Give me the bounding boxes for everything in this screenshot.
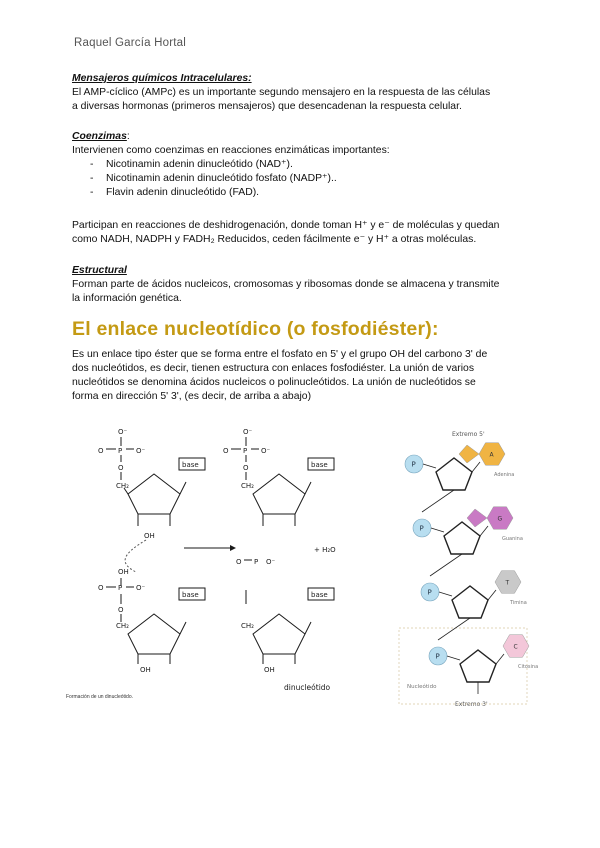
reaction-arrowhead — [230, 545, 236, 551]
sugar-base-bond — [480, 526, 488, 536]
o-label: O — [118, 606, 124, 614]
coenzima-item: - Nicotinamin adenin dinucleótido (NAD⁺). — [72, 158, 532, 172]
o-minus-label: O⁻ — [243, 428, 253, 436]
o-label: O — [243, 464, 249, 472]
oh-label: OH — [118, 568, 129, 576]
o-minus-label: O⁻ — [266, 558, 276, 566]
enlace-title: El enlace nucleotídico (o fosfodiéster): — [72, 318, 439, 340]
backbone-bond — [438, 618, 470, 640]
base-name: Guanina — [502, 536, 523, 542]
phosphate-sugar-bond — [439, 592, 452, 596]
bottom-end-label: Extremo 3' — [455, 701, 488, 708]
phosphate-sugar-bond — [447, 656, 460, 660]
ch2-label: CH₂ — [116, 482, 129, 490]
nucleotide-label: Nucleótido — [407, 684, 437, 690]
mensajeros-line-2: a diversas hormonas (primeros mensajeros) que desencadenan la respuesta celular. — [72, 101, 462, 112]
ch2-label: CH₂ — [241, 482, 254, 490]
phosphate-label: P — [435, 652, 440, 661]
o-label: O — [98, 447, 104, 455]
estructural-line-2: la información genética. — [72, 293, 182, 304]
p-label: P — [118, 584, 123, 592]
enlace-line-3: nucleótidos se denomina ácidos nucleicos o polinucleótidos. La unión de nucleótidos se — [72, 377, 476, 388]
o-label: O — [98, 584, 104, 592]
phosphate-sugar-bond — [423, 464, 436, 468]
coenzimas-para-line-1: Participan en reacciones de deshidrogenación, donde toman H⁺ y e⁻ de moléculas y quedan — [72, 220, 500, 231]
p-label: P — [254, 558, 259, 566]
base-letter: T — [505, 579, 510, 587]
product-dinucleotide — [223, 428, 336, 692]
estructural-heading: Estructural — [72, 265, 127, 276]
o-label: O — [118, 464, 124, 472]
backbone-bond — [422, 490, 454, 512]
o-label: O — [223, 447, 229, 455]
sugar-ring — [460, 650, 496, 682]
mensajeros-line-1: El AMP-cíclico (AMPc) es un importante segundo mensajero en la respuesta de las células — [72, 87, 491, 98]
coenzimas-section — [72, 130, 532, 200]
base-ring — [459, 445, 479, 463]
phosphate-label: P — [419, 524, 424, 533]
dinucleotide-formation-diagram — [66, 422, 356, 712]
coenzimas-heading: Coenzimas — [72, 131, 127, 142]
sugar-ring — [452, 586, 488, 618]
coenzimas-paragraph — [72, 219, 532, 247]
water-label: + H₂O — [314, 546, 336, 554]
polynucleotide-chain-diagram — [397, 422, 539, 712]
diagram-caption: Formación de un dinucleótido. — [66, 694, 133, 700]
coenzimas-colon: : — [126, 131, 130, 142]
enlace-line-4: forma en dirección 5' 3', (es decir, de arriba a abajo) — [72, 391, 312, 402]
coenzimas-list — [72, 158, 532, 200]
ch2-label: CH₂ — [241, 622, 254, 630]
phosphate-label: P — [427, 588, 432, 597]
base-box-label: base — [311, 461, 328, 469]
o-minus-label: O⁻ — [118, 428, 128, 436]
enlace-line-1: Es un enlace tipo éster que se forma entre el fosfato en 5' y el grupo OH del carbono 3' de — [72, 349, 488, 360]
o-minus-label: O⁻ — [261, 447, 271, 455]
reactant-nucleotide-bottom — [98, 568, 205, 674]
coenzimas-intro: Intervienen como coenzimas en reacciones enzimáticas importantes: — [72, 145, 390, 156]
sugar-base-bond — [496, 654, 504, 664]
base-name: Timina — [510, 600, 527, 606]
estructural-section — [72, 264, 532, 306]
o-minus-label: O⁻ — [136, 584, 146, 592]
backbone-bond — [430, 554, 462, 576]
top-end-label: Extremo 5' — [452, 431, 485, 438]
mensajeros-section — [72, 72, 532, 114]
phosphate-label: P — [411, 460, 416, 469]
coenzimas-para-line-2: como NADH, NADPH y FADH₂ Reducidos, ceden fácilmente e⁻ y H⁺ a otras moléculas. — [72, 234, 477, 245]
p-label: P — [243, 447, 248, 455]
dinucleotide-label: dinucleótido — [284, 683, 331, 692]
base-letter: A — [489, 451, 494, 459]
phosphate-sugar-bond — [431, 528, 444, 532]
base-letter: C — [513, 643, 518, 651]
oh-label: OH — [140, 666, 151, 674]
base-box-label: base — [311, 591, 328, 599]
coenzima-item: - Nicotinamin adenin dinucleótido fosfato (NADP⁺).. — [72, 172, 532, 186]
coenzima-item: - Flavin adenin dinucleótido (FAD). — [72, 186, 532, 200]
author-name: Raquel García Hortal — [74, 37, 187, 49]
o-label: O — [236, 558, 242, 566]
mensajeros-heading: Mensajeros químicos Intracelulares: — [72, 73, 252, 84]
estructural-line-1: Forman parte de ácidos nucleicos, cromosomas y ribosomas donde se almacena y transmite — [72, 279, 500, 290]
enlace-paragraph — [72, 348, 532, 404]
oh-label: OH — [264, 666, 275, 674]
oh-label: OH — [144, 532, 155, 540]
chain-units — [405, 443, 538, 694]
sugar-base-bond — [488, 590, 496, 600]
enlace-line-2: dos nucleótidos, es decir, tienen estructura con enlaces fosfodiéster. La unión de varios — [72, 363, 475, 374]
sugar-base-bond — [472, 462, 480, 472]
reactant-nucleotide-top — [98, 428, 205, 540]
base-letter: G — [497, 515, 503, 523]
o-minus-label: O⁻ — [136, 447, 146, 455]
base-name: Citosina — [518, 664, 539, 670]
p-label: P — [118, 447, 123, 455]
ch2-label: CH₂ — [116, 622, 129, 630]
base-box-label: base — [182, 591, 199, 599]
base-ring — [467, 509, 487, 527]
base-box-label: base — [182, 461, 199, 469]
base-name: Adenina — [494, 472, 515, 478]
